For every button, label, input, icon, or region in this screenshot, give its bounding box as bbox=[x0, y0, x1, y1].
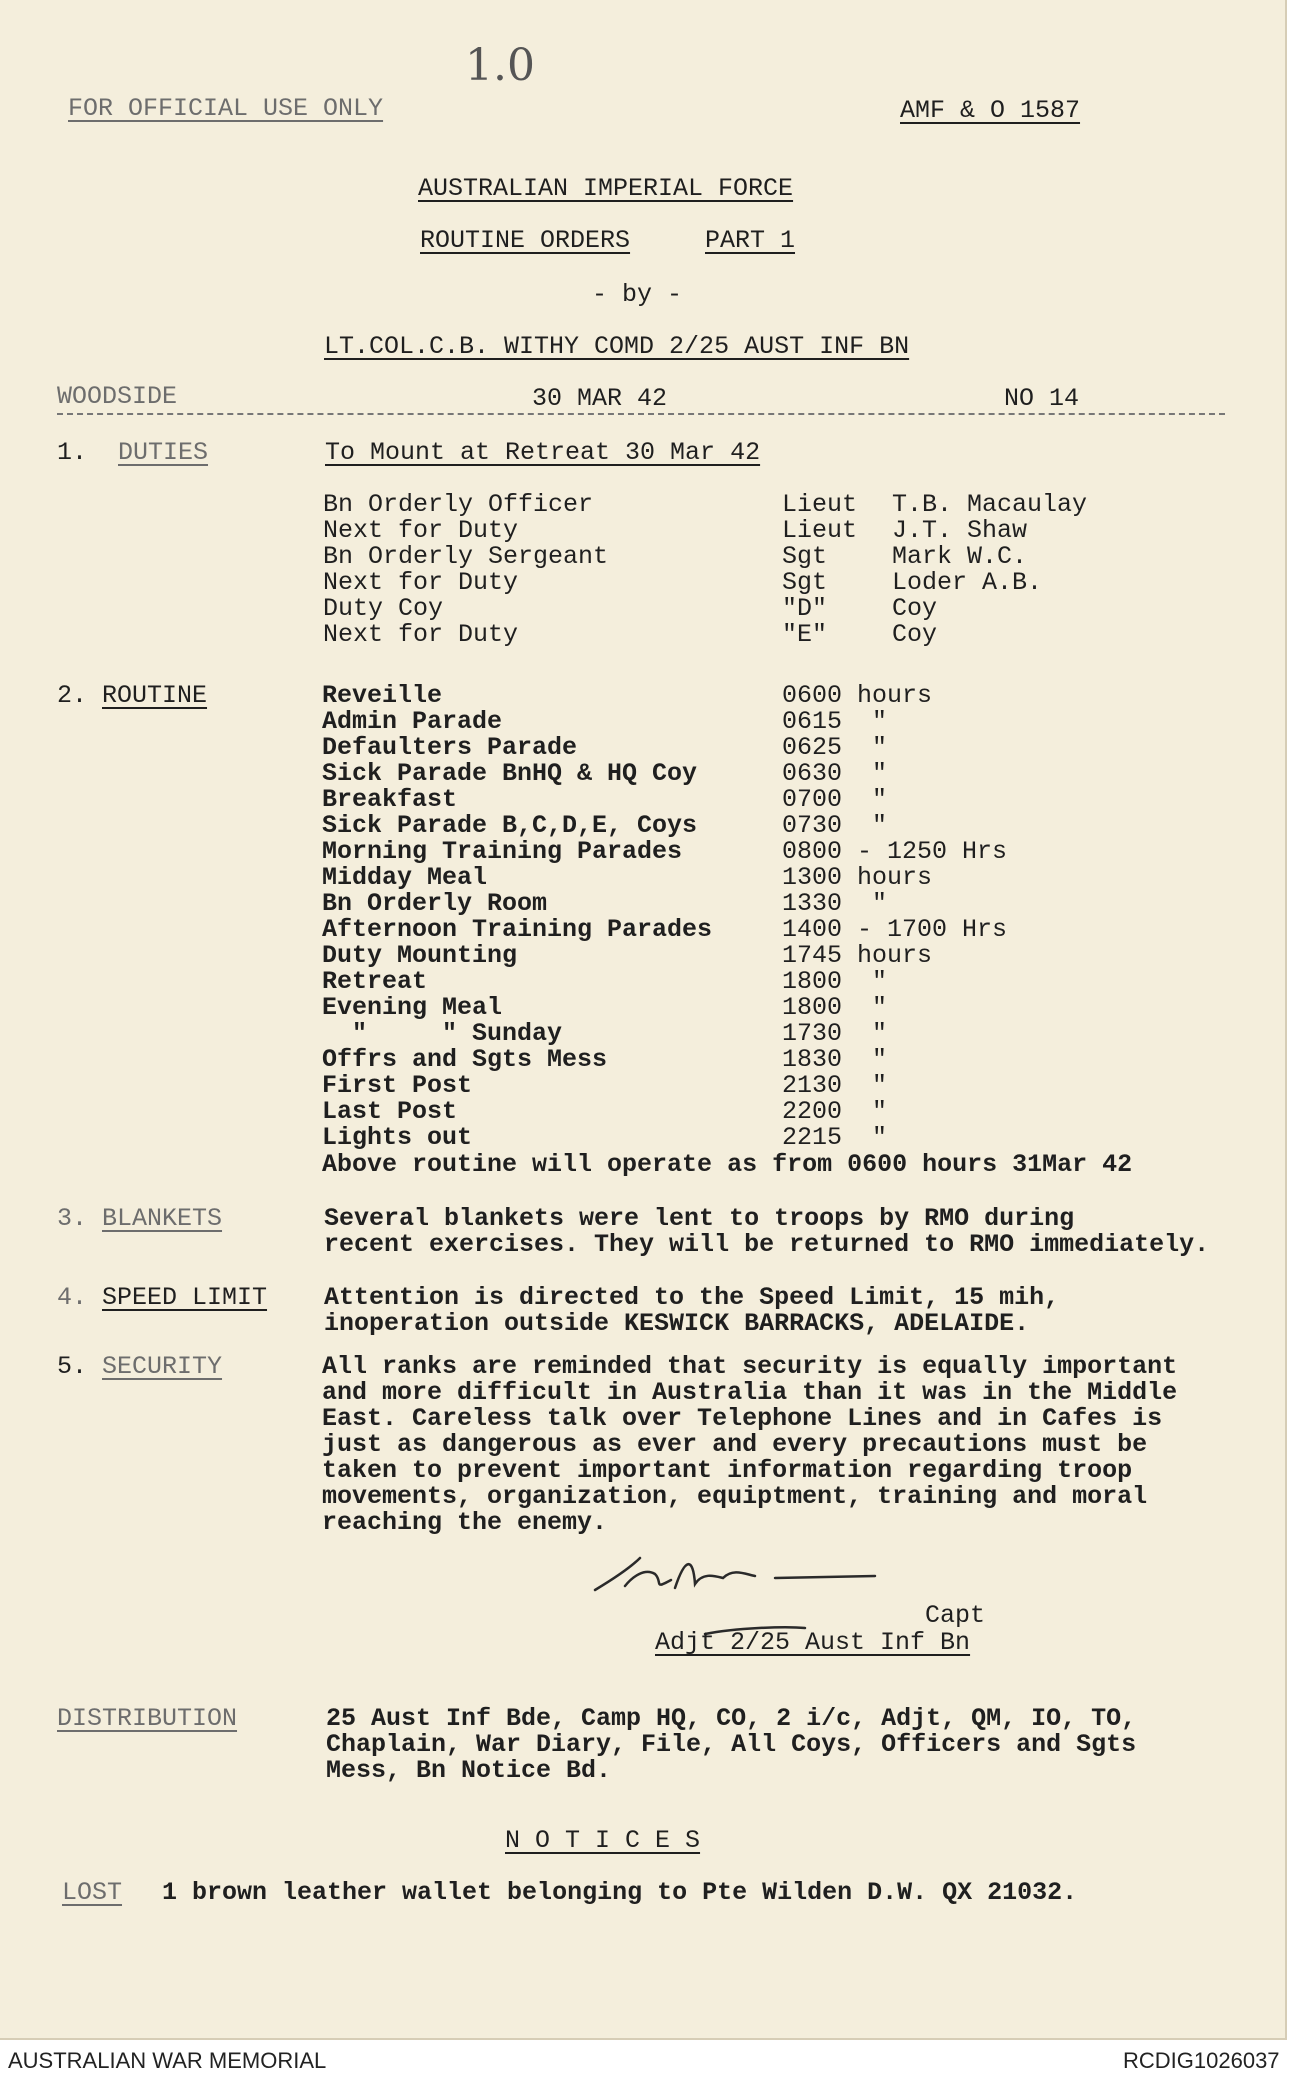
notices-heading: N O T I C E S bbox=[505, 1826, 701, 1855]
classification: FOR OFFICIAL USE ONLY bbox=[68, 94, 384, 123]
duty-name: Coy bbox=[892, 620, 938, 649]
routine-time: 0630 " bbox=[782, 759, 888, 788]
duty-rank: Sgt bbox=[782, 542, 828, 571]
security-line: East. Careless talk over Telephone Lines and in Cafes is bbox=[322, 1404, 1163, 1433]
speed-line: inoperation outside KESWICK BARRACKS, ADELAIDE. bbox=[324, 1309, 1030, 1338]
blankets-line: recent exercises. They will be returned to RMO immediately. bbox=[324, 1230, 1210, 1259]
duties-number: 1. bbox=[57, 438, 88, 467]
blankets-label: BLANKETS bbox=[102, 1204, 223, 1233]
security-label: SECURITY bbox=[102, 1352, 223, 1381]
order-date: 30 MAR 42 bbox=[532, 384, 668, 413]
routine-time: 0615 " bbox=[782, 707, 888, 736]
duty-role: Next for Duty bbox=[323, 620, 519, 649]
orders-title: ROUTINE ORDERS bbox=[420, 226, 631, 255]
blankets-line: Several blankets were lent to troops by RMO during bbox=[324, 1204, 1075, 1233]
signatory-rank: Capt bbox=[925, 1601, 986, 1630]
routine-time: 1800 " bbox=[782, 967, 888, 996]
duty-rank: Lieut bbox=[782, 516, 858, 545]
security-line: just as dangerous as ever and every precautions must be bbox=[322, 1430, 1148, 1459]
routine-event: Offrs and Sgts Mess bbox=[322, 1045, 608, 1074]
location: WOODSIDE bbox=[57, 382, 178, 411]
duty-rank: "D" bbox=[782, 594, 828, 623]
signatory-appointment: Adjt 2/25 Aust Inf Bn bbox=[655, 1628, 971, 1657]
commander-line: LT.COL.C.B. WITHY COMD 2/25 AUST INF BN bbox=[324, 332, 910, 361]
routine-event: Morning Training Parades bbox=[322, 837, 683, 866]
duty-name: Loder A.B. bbox=[892, 568, 1043, 597]
routine-event: Retreat bbox=[322, 967, 428, 996]
duty-rank: "E" bbox=[782, 620, 828, 649]
by-line: - by - bbox=[592, 280, 683, 309]
document-title: AUSTRALIAN IMPERIAL FORCE bbox=[418, 174, 794, 203]
routine-event: Duty Mounting bbox=[322, 941, 518, 970]
duty-name: T.B. Macaulay bbox=[892, 490, 1088, 519]
duty-name: J.T. Shaw bbox=[892, 516, 1028, 545]
duty-role: Next for Duty bbox=[323, 516, 519, 545]
routine-event: " " Sunday bbox=[322, 1019, 563, 1048]
security-line: movements, organization, equiptment, training and moral bbox=[322, 1482, 1148, 1511]
order-number: NO 14 bbox=[1004, 384, 1080, 413]
lost-notice: 1 brown leather wallet belonging to Pte Wilden D.W. QX 21032. bbox=[162, 1878, 1078, 1907]
distribution-line: 25 Aust Inf Bde, Camp HQ, CO, 2 i/c, Adjt, QM, IO, TO, bbox=[326, 1704, 1137, 1733]
routine-event: Admin Parade bbox=[322, 707, 503, 736]
routine-note: Above routine will operate as from 0600 hours 31Mar 42 bbox=[322, 1150, 1133, 1179]
speed-label: SPEED LIMIT bbox=[102, 1283, 268, 1312]
routine-event: Lights out bbox=[322, 1123, 473, 1152]
routine-event: First Post bbox=[322, 1071, 473, 1100]
routine-event: Sick Parade BnHQ & HQ Coy bbox=[322, 759, 698, 788]
duty-role: Duty Coy bbox=[323, 594, 444, 623]
routine-event: Evening Meal bbox=[322, 993, 503, 1022]
routine-event: Afternoon Training Parades bbox=[322, 915, 713, 944]
routine-time: 0600 hours bbox=[782, 681, 933, 710]
distribution-line: Mess, Bn Notice Bd. bbox=[326, 1756, 612, 1785]
routine-event: Breakfast bbox=[322, 785, 458, 814]
security-line: taken to prevent important information regarding troop bbox=[322, 1456, 1133, 1485]
routine-time: 0700 " bbox=[782, 785, 888, 814]
duty-role: Bn Orderly Officer bbox=[323, 490, 594, 519]
routine-time: 1830 " bbox=[782, 1045, 888, 1074]
distribution-label: DISTRIBUTION bbox=[57, 1704, 238, 1733]
routine-number: 2. bbox=[57, 681, 88, 710]
duty-role: Bn Orderly Sergeant bbox=[323, 542, 609, 571]
security-number: 5. bbox=[57, 1352, 88, 1381]
part-label: PART 1 bbox=[705, 226, 796, 255]
lost-label: LOST bbox=[62, 1878, 123, 1907]
archive-credit: AUSTRALIAN WAR MEMORIAL bbox=[8, 2048, 327, 2073]
security-line: reaching the enemy. bbox=[322, 1508, 608, 1537]
header-divider bbox=[57, 413, 1225, 415]
archive-id: RCDIG1026037 bbox=[1123, 2048, 1280, 2073]
routine-time: 2200 " bbox=[782, 1097, 888, 1126]
duty-name: Coy bbox=[892, 594, 938, 623]
duties-heading: To Mount at Retreat 30 Mar 42 bbox=[325, 438, 761, 467]
duty-name: Mark W.C. bbox=[892, 542, 1028, 571]
security-line: All ranks are reminded that security is equally important bbox=[322, 1352, 1178, 1381]
routine-event: Last Post bbox=[322, 1097, 458, 1126]
speed-number: 4. bbox=[57, 1283, 88, 1312]
routine-event: Sick Parade B,C,D,E, Coys bbox=[322, 811, 698, 840]
routine-time: 1730 " bbox=[782, 1019, 888, 1048]
routine-time: 1745 hours bbox=[782, 941, 933, 970]
routine-time: 0800 - 1250 Hrs bbox=[782, 837, 1008, 866]
duty-rank: Sgt bbox=[782, 568, 828, 597]
reference-number: AMF & O 1587 bbox=[900, 96, 1081, 125]
routine-time: 1300 hours bbox=[782, 863, 933, 892]
routine-event: Midday Meal bbox=[322, 863, 488, 892]
routine-time: 1330 " bbox=[782, 889, 888, 918]
duty-role: Next for Duty bbox=[323, 568, 519, 597]
routine-time: 2130 " bbox=[782, 1071, 888, 1100]
routine-event: Defaulters Parade bbox=[322, 733, 578, 762]
security-line: and more difficult in Australia than it was in the Middle bbox=[322, 1378, 1178, 1407]
speed-line: Attention is directed to the Speed Limit, 15 mih, bbox=[324, 1283, 1060, 1312]
routine-time: 1800 " bbox=[782, 993, 888, 1022]
handwritten-number: 1.0 bbox=[465, 40, 535, 91]
duties-label: DUTIES bbox=[118, 438, 209, 467]
routine-event: Reveille bbox=[322, 681, 443, 710]
routine-label: ROUTINE bbox=[102, 681, 208, 710]
routine-time: 0730 " bbox=[782, 811, 888, 840]
routine-time: 1400 - 1700 Hrs bbox=[782, 915, 1008, 944]
routine-time: 0625 " bbox=[782, 733, 888, 762]
distribution-line: Chaplain, War Diary, File, All Coys, Officers and Sgts bbox=[326, 1730, 1137, 1759]
duty-rank: Lieut bbox=[782, 490, 858, 519]
blankets-number: 3. bbox=[57, 1204, 88, 1233]
routine-event: Bn Orderly Room bbox=[322, 889, 548, 918]
routine-time: 2215 " bbox=[782, 1123, 888, 1152]
